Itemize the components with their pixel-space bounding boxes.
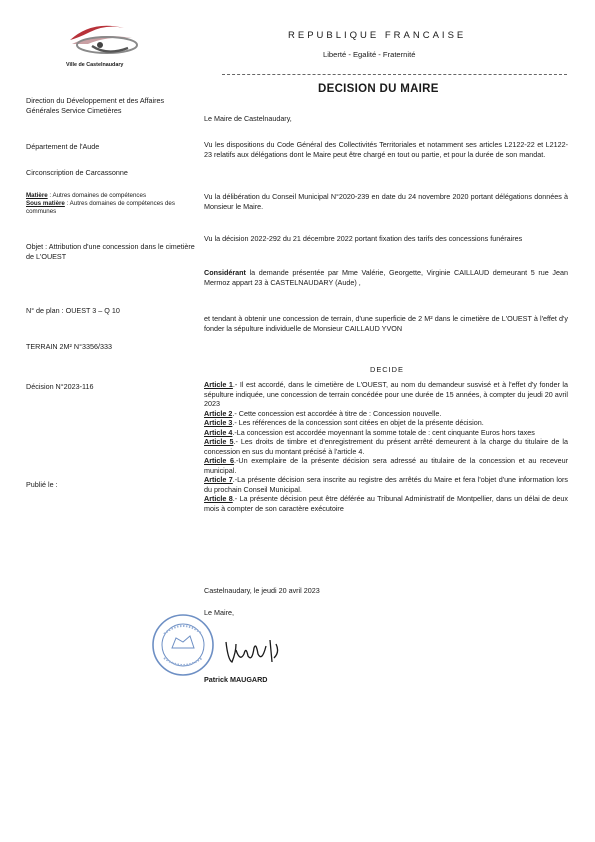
date-place: Castelnaudary, le jeudi 20 avril 2023 [204, 586, 320, 595]
article-3-text: .- Les références de la concession sont citées en objet de la présente décision. [232, 418, 484, 427]
article-4-text: .-La concession est accordée moyennant la somme totale de : cent cinquante Euros hors taxes [232, 427, 535, 437]
sous-matiere-value: : Autres domaines de compétences des communes [26, 199, 175, 215]
article-8-text: .- La présente décision peut être déférée au Tribunal Administratif de Montpellier, dans un délai de deux mois à compter de son caractère exécutoire [204, 494, 568, 513]
mayor-signature [222, 632, 290, 670]
article-3-label: Article 3 [204, 418, 233, 427]
matiere-value: : Autres domaines de compétences [47, 192, 147, 199]
le-maire-label: Le Maire, [204, 608, 234, 617]
article-7-label: Article 7 [204, 475, 233, 484]
considerant-text: la demande présentée par Mme Valérie, Georgette, Virginie CAILLAUD demeurant 5 rue Jean Mermoz appart 23 à CASTELNAUDARY (Aude) , [204, 268, 568, 287]
article-2 [204, 409, 568, 419]
article-8 [204, 494, 568, 513]
article-5-label: Article 5 [204, 437, 234, 446]
sous-matiere-label: Sous matière [26, 199, 65, 207]
article-1-label: Article 1 [204, 380, 233, 389]
considerant-paragraph [204, 268, 568, 287]
article-6 [204, 456, 568, 475]
terrain-number: TERRAIN 2M² N°3356/333 [26, 342, 112, 351]
article-8-label: Article 8 [204, 494, 233, 503]
article-1-text: .- Il est accordé, dans le cimetière de L'OUEST, au nom du demandeur susvisé et à l'effet d'y fonder la sépulture indiquée, une concession de terrain concédée pour une durée de 15 années, à compter du jeudi 20 avril 2023 [204, 380, 568, 408]
article-2-label: Article 2 [204, 408, 233, 418]
signatory-name: Patrick MAUGARD [204, 675, 268, 684]
circonscription-label: Circonscription de Carcassonne [26, 168, 128, 177]
departement-label: Département de l'Aude [26, 142, 100, 151]
official-seal [150, 612, 216, 678]
article-6-label: Article 6 [204, 456, 235, 465]
republic-motto: Liberté - Egalité - Fraternité [323, 50, 416, 59]
vu-cgct: Vu les dispositions du Code Général des Collectivités Territoriales et notamment ses articles L2122-22 et L2122-23 relatifs aux délégations dont le Maire peut être chargé en tout ou partie, et pour la durée de son mandat. [204, 140, 568, 159]
articles-block [204, 380, 568, 513]
article-6-text: .-Un exemplaire de la présente décision sera adressé au titulaire de la concession et au receveur municipal. [204, 456, 568, 475]
logo-caption: Ville de Castelnaudary [66, 62, 124, 68]
article-3 [204, 418, 568, 428]
tendant-paragraph: et tendant à obtenir une concession de terrain, d'une superficie de 2 M² dans le cimetière de L'OUEST à l'effet d'y fonder la sépulture individuelle de Monsieur CAILLAUD YVON [204, 314, 568, 333]
header-divider [222, 74, 567, 75]
publication-label: Publié le : [26, 480, 58, 489]
considerant-label: Considérant [204, 268, 246, 277]
document-title: DECISION DU MAIRE [318, 83, 439, 95]
matiere-block [26, 192, 196, 215]
decision-number: Décision N°2023-116 [26, 382, 94, 391]
article-7 [204, 475, 568, 494]
republic-heading: REPUBLIQUE FRANCAISE [288, 30, 467, 41]
vu-decision-tarifs: Vu la décision 2022-292 du 21 décembre 2022 portant fixation des tarifs des concessions funéraires [204, 234, 523, 243]
article-5 [204, 437, 568, 456]
plan-number: N° de plan : OUEST 3 – Q 10 [26, 306, 120, 315]
article-7-text: .-La présente décision sera inscrite au registre des arrêtés du Maire et fera l'objet d'une information lors du prochain Conseil Municipal. [204, 475, 568, 494]
article-1 [204, 380, 568, 409]
vu-deliberation: Vu la délibération du Conseil Municipal N°2020-239 en date du 24 novembre 2020 portant délégations données à Monsieur le Maire. [204, 192, 568, 211]
article-2-text: .- Cette concession est accordée à titre de : Concession nouvelle. [232, 408, 442, 418]
maire-heading: Le Maire de Castelnaudary, [204, 114, 292, 123]
decide-heading: DECIDE [370, 365, 404, 374]
article-5-text: .- Les droits de timbre et d'enregistrement du présent arrêté demeurent à la charge du titulaire de la concession en sus du montant précisé à l'article 4. [204, 437, 568, 456]
article-4 [204, 428, 568, 438]
article-4-label: Article 4 [204, 427, 233, 437]
objet-label: Objet : Attribution d'une concession dans le cimetière de L'OUEST [26, 242, 195, 261]
direction-label: Direction du Développement et des Affaires Générales Service Cimetières [26, 96, 165, 115]
matiere-label: Matière [26, 192, 48, 199]
